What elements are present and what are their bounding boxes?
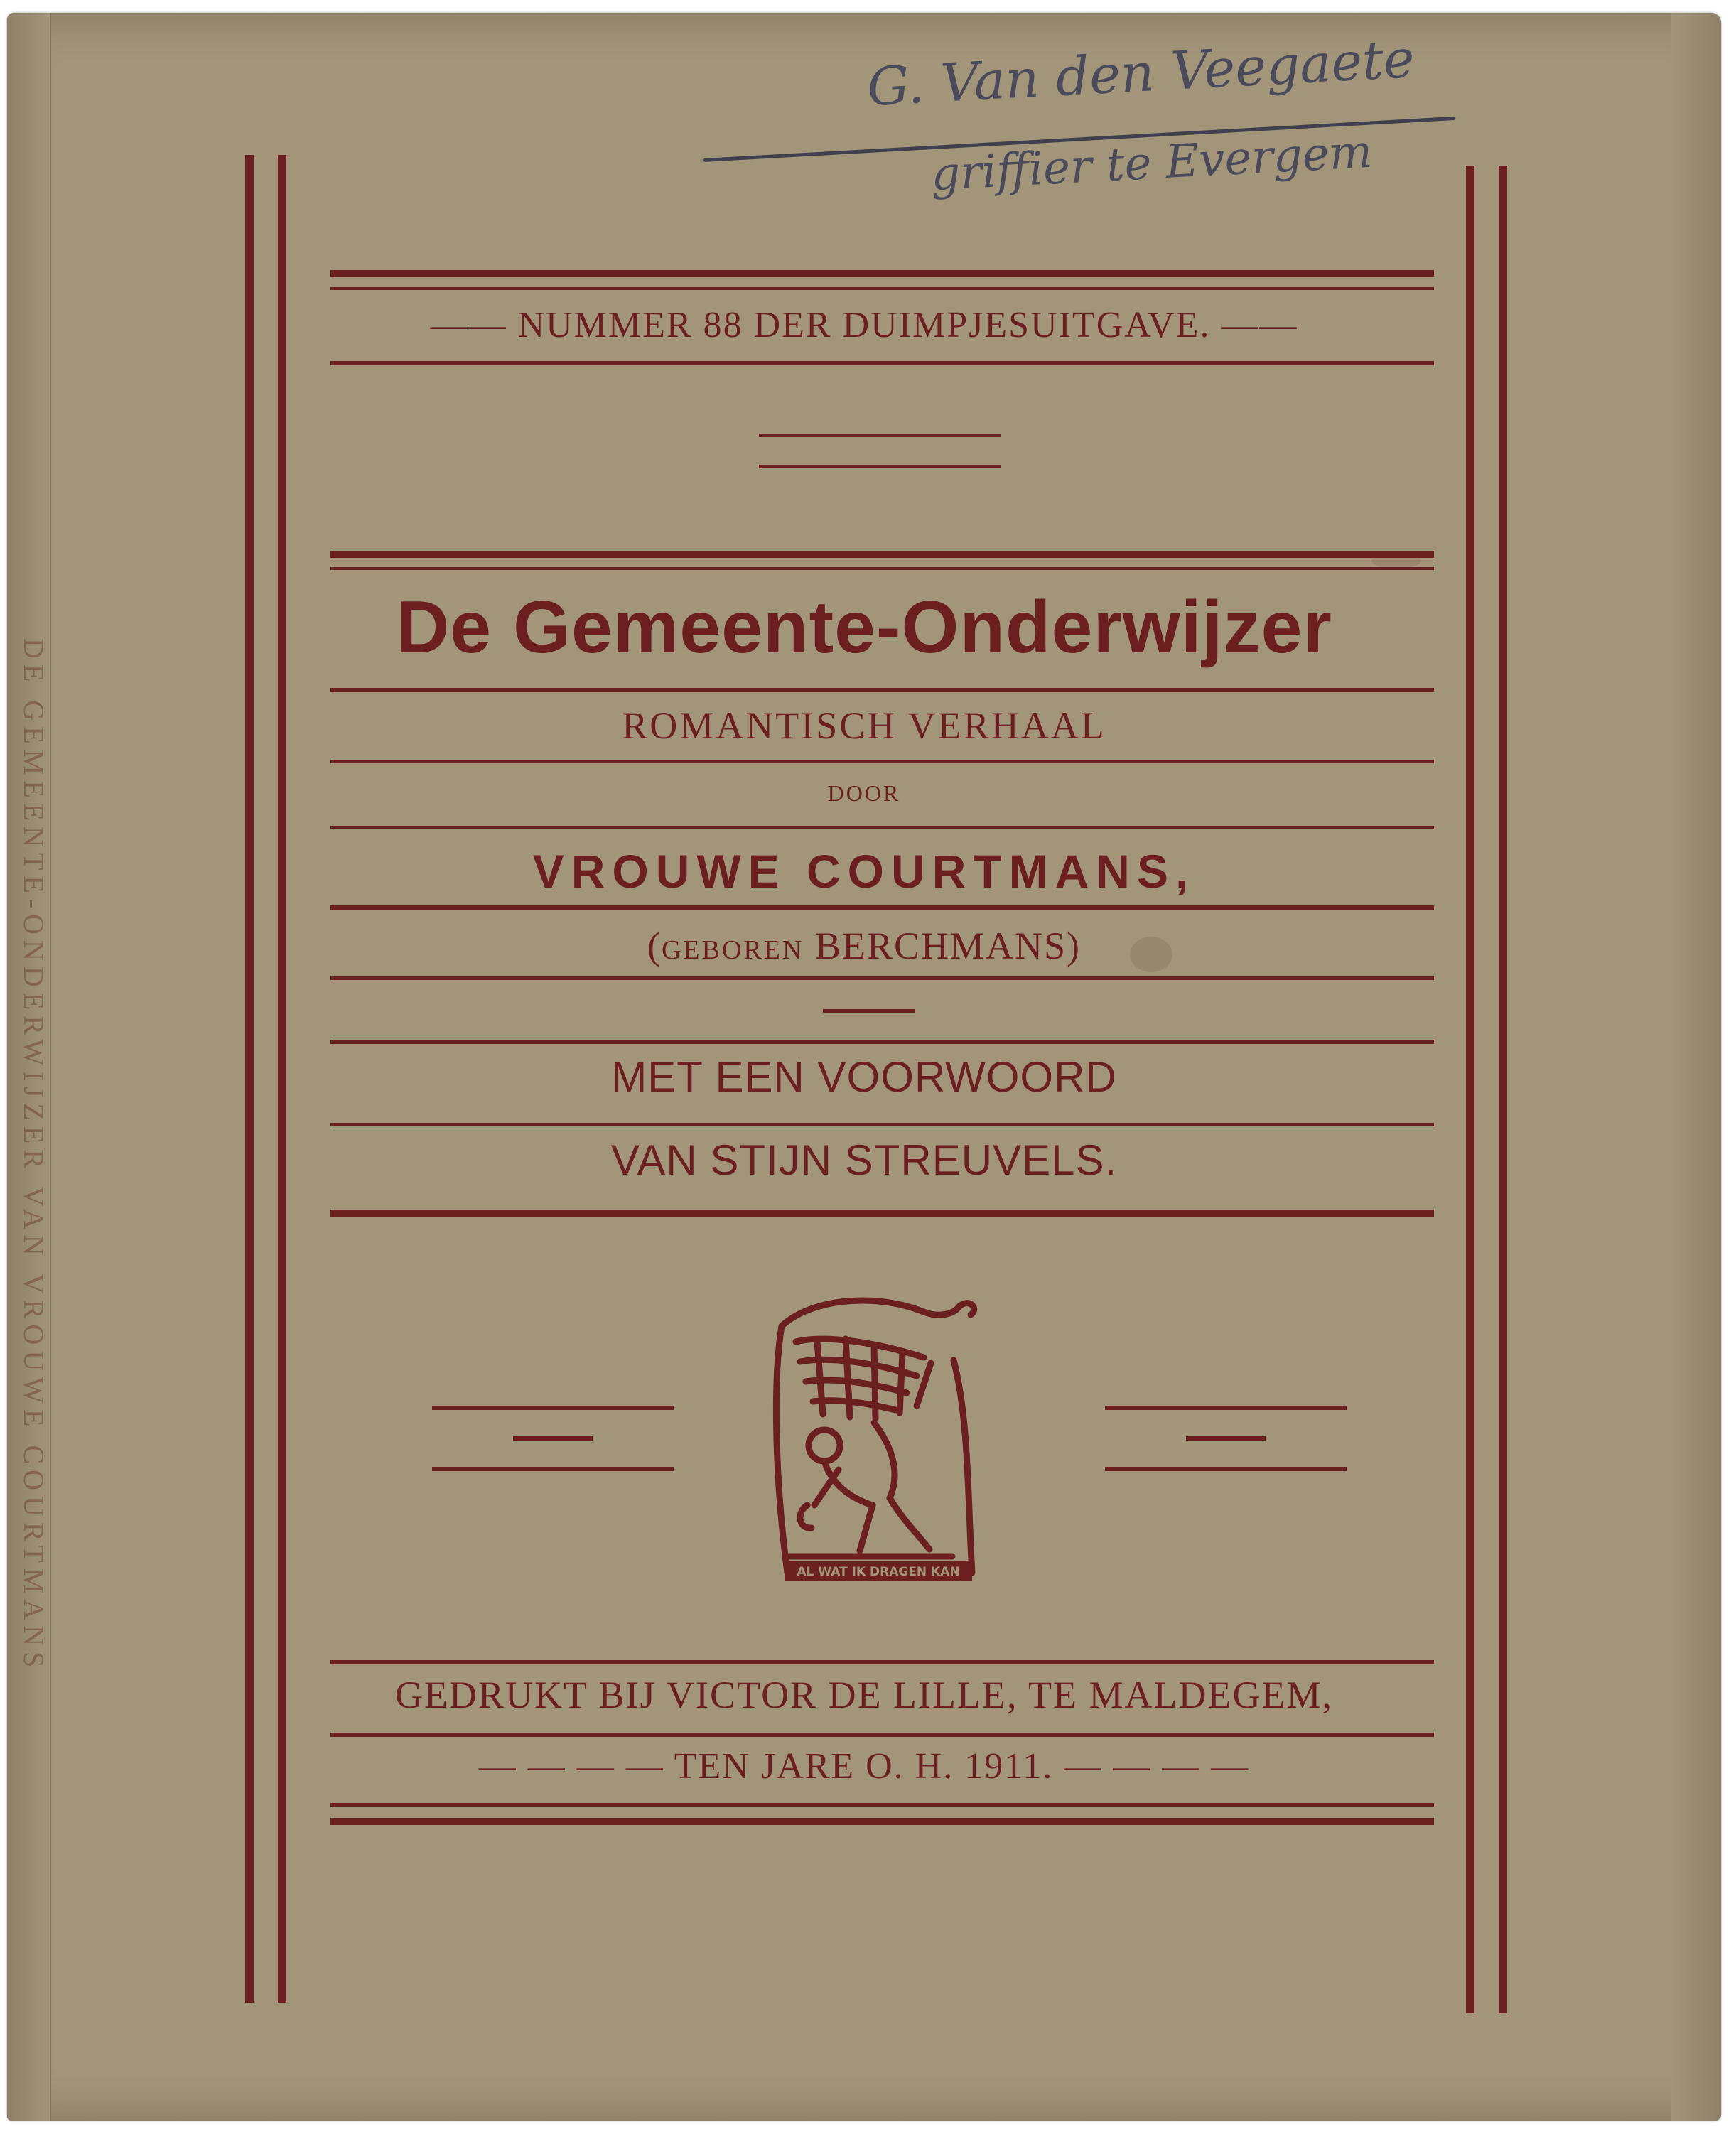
- preface-line-2: VAN STIJN STREUVELS.: [610, 1136, 1118, 1184]
- ornament-rule: [823, 1009, 915, 1013]
- born-close: ): [1067, 925, 1081, 967]
- ornament-rule: [1105, 1467, 1347, 1471]
- rule: [330, 826, 1434, 829]
- book-author: VROUWE COURTMANS,: [532, 845, 1196, 898]
- ornament-rule: [759, 465, 1001, 468]
- book-title: De Gemeente-Onderwijzer: [396, 586, 1332, 669]
- series-dashes-left: ——: [430, 305, 518, 345]
- rule: [330, 551, 1434, 558]
- ornament-rule: [513, 1436, 593, 1441]
- rule: [330, 287, 1434, 290]
- rule: [330, 760, 1434, 763]
- rule: [330, 976, 1434, 980]
- series-dashes-right: ——: [1210, 305, 1298, 345]
- imprint-dashes-left: — — — —: [478, 1746, 674, 1787]
- imprint-line-2: [7, 1745, 1721, 1787]
- spine-title: DE GEMEENTE-ONDERWIJZER VAN VROUWE COURTMANS: [18, 638, 50, 1674]
- rule: [330, 1123, 1434, 1126]
- signature-title: griffier te Evergem: [929, 125, 1374, 202]
- book-by: DOOR: [827, 780, 901, 806]
- series-line: [7, 304, 1721, 346]
- ornament-rule: [1105, 1406, 1347, 1410]
- rule: [330, 567, 1434, 570]
- rule: [330, 1660, 1434, 1664]
- imprint-dashes-right: — — — —: [1053, 1746, 1250, 1787]
- emblem-motto: AL WAT IK DRAGEN KAN: [797, 1565, 960, 1579]
- born-open: (: [647, 925, 662, 967]
- publisher-emblem-icon: [767, 1292, 988, 1583]
- ornament-rule: [432, 1406, 674, 1410]
- ornament-rule: [1186, 1436, 1266, 1441]
- signature-name: G. Van den Veegaete: [866, 28, 1416, 119]
- rule: [330, 1210, 1434, 1217]
- rule: [330, 1040, 1434, 1044]
- born-name: BERCHMANS: [814, 925, 1067, 967]
- rule: [330, 1803, 1434, 1807]
- series-number: NUMMER 88 DER DUIMPJESUITGAVE.: [517, 305, 1211, 345]
- author-born-line: [7, 924, 1721, 968]
- ornament-rule: [759, 434, 1001, 437]
- rule: [330, 361, 1434, 365]
- rule: [330, 1733, 1434, 1737]
- ornament-rule: [432, 1467, 674, 1471]
- born-label: GEBOREN: [661, 935, 804, 965]
- imprint-line-1: GEDRUKT BIJ VICTOR DE LILLE, TE MALDEGEM,: [395, 1674, 1333, 1716]
- imprint-date: TEN JARE O. H. 1911.: [674, 1746, 1054, 1787]
- book-cover: [7, 13, 1721, 2121]
- book-subtitle: ROMANTISCH VERHAAL: [622, 704, 1106, 747]
- preface-line-1: MET EEN VOORWOORD: [611, 1053, 1117, 1101]
- rule: [330, 688, 1434, 692]
- rule: [330, 1818, 1434, 1825]
- rule: [330, 905, 1434, 910]
- rule: [330, 270, 1434, 277]
